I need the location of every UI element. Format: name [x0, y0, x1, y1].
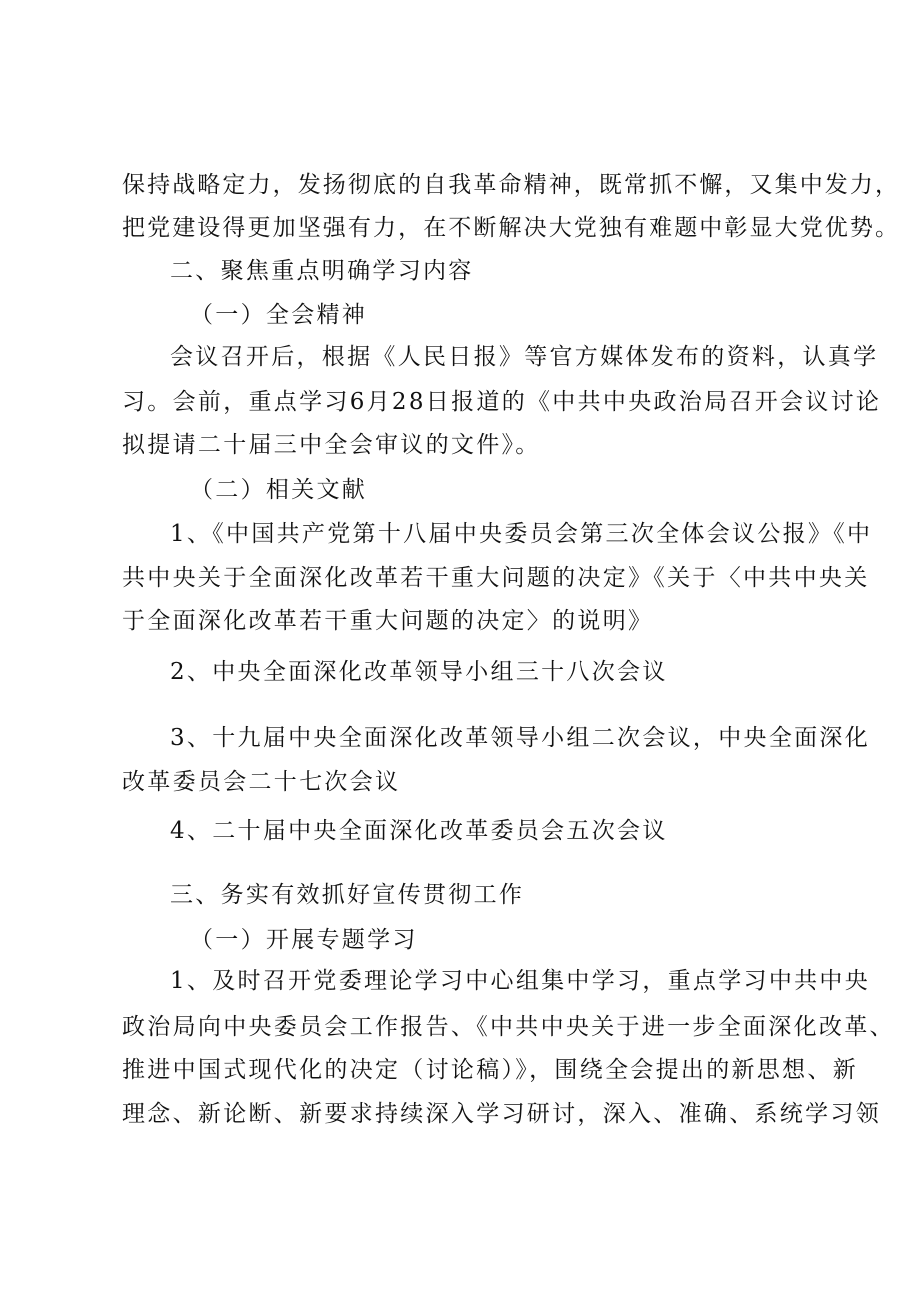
- subsection-heading: （一）全会精神: [190, 302, 368, 328]
- paragraph-line: 习。会前，重点学习6月28日报道的《中共中央政治局召开会议讨论: [122, 389, 882, 415]
- list-item-line: 2、中央全面深化改革领导小组三十八次会议: [170, 659, 668, 685]
- section-heading: 二、聚焦重点明确学习内容: [170, 258, 474, 284]
- section-heading: 三、务实有效抓好宣传贯彻工作: [170, 882, 525, 908]
- paragraph-line: 把党建设得更加坚强有力，在不断解决大党独有难题中彰显大党优势。: [122, 215, 901, 241]
- subsection-heading: （二）相关文献: [190, 477, 368, 503]
- list-item-line: 推进中国式现代化的决定（讨论稿）》，围绕全会提出的新思想、新: [122, 1057, 858, 1083]
- list-item-line: 改革委员会二十七次会议: [122, 769, 401, 795]
- list-item-line: 于全面深化改革若干重大问题的决定〉的说明》: [122, 608, 654, 634]
- list-item-line: 4、二十届中央全面深化改革委员会五次会议: [170, 818, 668, 844]
- list-item-line: 3、十九届中央全面深化改革领导小组二次会议，中央全面深化: [170, 725, 871, 751]
- list-item-line: 理念、新论断、新要求持续深入学习研讨，深入、准确、系统学习领: [122, 1101, 881, 1127]
- paragraph-line: 保持战略定力，发扬彻底的自我革命精神，既常抓不懈，又集中发力，: [122, 172, 901, 198]
- list-item-line: 1、及时召开党委理论学习中心组集中学习，重点学习中共中央: [170, 968, 871, 994]
- list-item-line: 共中央关于全面深化改革若干重大问题的决定》《关于〈中共中央关: [122, 565, 870, 591]
- paragraph-line: 拟提请二十届三中全会审议的文件》。: [122, 432, 541, 458]
- paragraph-line: 会议召开后，根据《人民日报》等官方媒体发布的资料，认真学: [170, 344, 879, 370]
- subsection-heading: （一）开展专题学习: [190, 927, 418, 953]
- list-item-line: 政治局向中央委员会工作报告、《中共中央关于进一步全面深化改革、: [122, 1014, 895, 1040]
- list-item-line: 1、《中国共产党第十八届中央委员会第三次全体会议公报》《中: [170, 521, 873, 547]
